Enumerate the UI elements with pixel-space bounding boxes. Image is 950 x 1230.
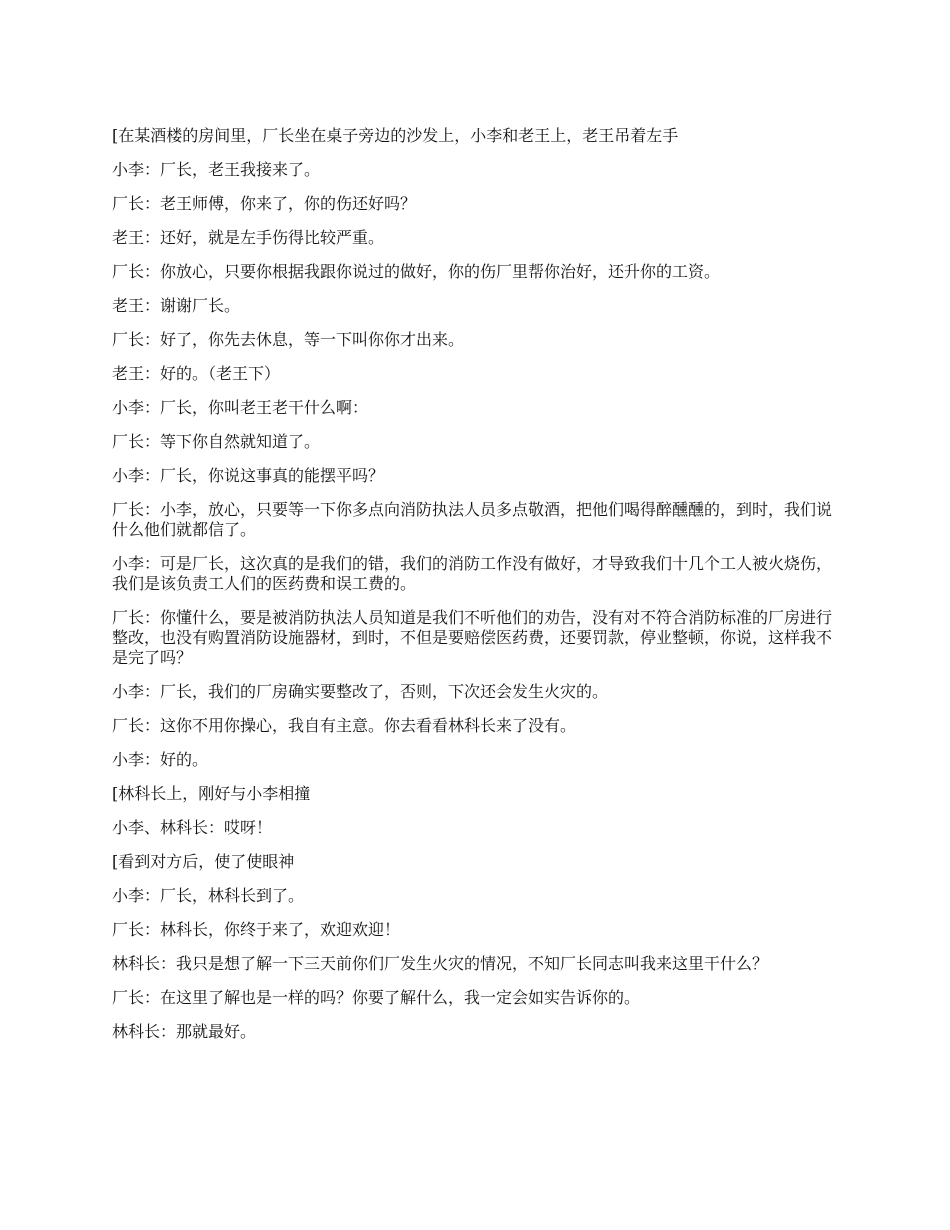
- dialogue-line: 小李：厂长，我们的厂房确实要整改了，否则，下次还会发生火灾的。: [112, 682, 609, 701]
- dialogue-line: 小李：好的。: [112, 750, 209, 769]
- dialogue-line: 老王：还好，就是左手伤得比较严重。: [112, 228, 385, 247]
- dialogue-line: 厂长：小李，放心，只要等一下你多点向消防执法人员多点敬酒，把他们喝得醉醺醺的，到时，我们说什么他们就都信了。: [112, 500, 833, 539]
- dialogue-line: 厂长：林科长，你终于来了，欢迎欢迎！: [112, 920, 401, 939]
- dialogue-line: 老王：谢谢厂长。: [112, 296, 241, 315]
- script-text-body: [112, 126, 842, 1056]
- dialogue-line: 厂长：老王师傅，你来了，你的伤还好吗？: [112, 194, 417, 213]
- stage-direction: [林科长上，刚好与小李相撞: [112, 784, 311, 803]
- dialogue-line: 老王：好的。（老王下）: [112, 364, 281, 383]
- dialogue-line: 小李：厂长，你说这事真的能摆平吗？: [112, 466, 385, 485]
- dialogue-line: 小李：厂长，你叫老王老干什么啊：: [112, 398, 369, 417]
- dialogue-line: 厂长：你放心，只要你根据我跟你说过的做好，你的伤厂里帮你治好，还升你的工资。: [112, 262, 721, 281]
- dialogue-line: 厂长：这你不用你操心，我自有主意。你去看看林科长来了没有。: [112, 716, 577, 735]
- stage-direction: [看到对方后，使了使眼神: [112, 852, 295, 871]
- dialogue-line: 厂长：你懂什么，要是被消防执法人员知道是我们不听他们的劝告，没有对不符合消防标准的厂房进行整改，也没有购置消防设施器材，到时，不但是要赔偿医药费，还要罚款，停业整顿，你说，这样我不是完了吗？: [112, 608, 833, 667]
- dialogue-line: 小李：厂长，老王我接来了。: [112, 160, 321, 179]
- dialogue-line: 厂长：等下你自然就知道了。: [112, 432, 321, 451]
- dialogue-line: 厂长：在这里了解也是一样的吗？你要了解什么，我一定会如实告诉你的。: [112, 988, 641, 1007]
- stage-direction: [在某酒楼的房间里，厂长坐在桌子旁边的沙发上，小李和老王上，老王吊着左手: [112, 126, 679, 145]
- dialogue-line: 小李：厂长，林科长到了。: [112, 886, 305, 905]
- dialogue-line: 小李：可是厂长，这次真的是我们的错，我们的消防工作没有做好，才导致我们十几个工人被火烧伤，我们是该负责工人们的医药费和误工费的。: [112, 554, 833, 593]
- dialogue-line: 林科长：我只是想了解一下三天前你们厂发生火灾的情况，不知厂长同志叫我来这里干什么？: [112, 954, 769, 973]
- dialogue-line: 厂长：好了，你先去休息，等一下叫你你才出来。: [112, 330, 465, 349]
- dialogue-line: 小李、林科长：哎呀！: [112, 818, 273, 837]
- dialogue-line: 林科长：那就最好。: [112, 1022, 257, 1041]
